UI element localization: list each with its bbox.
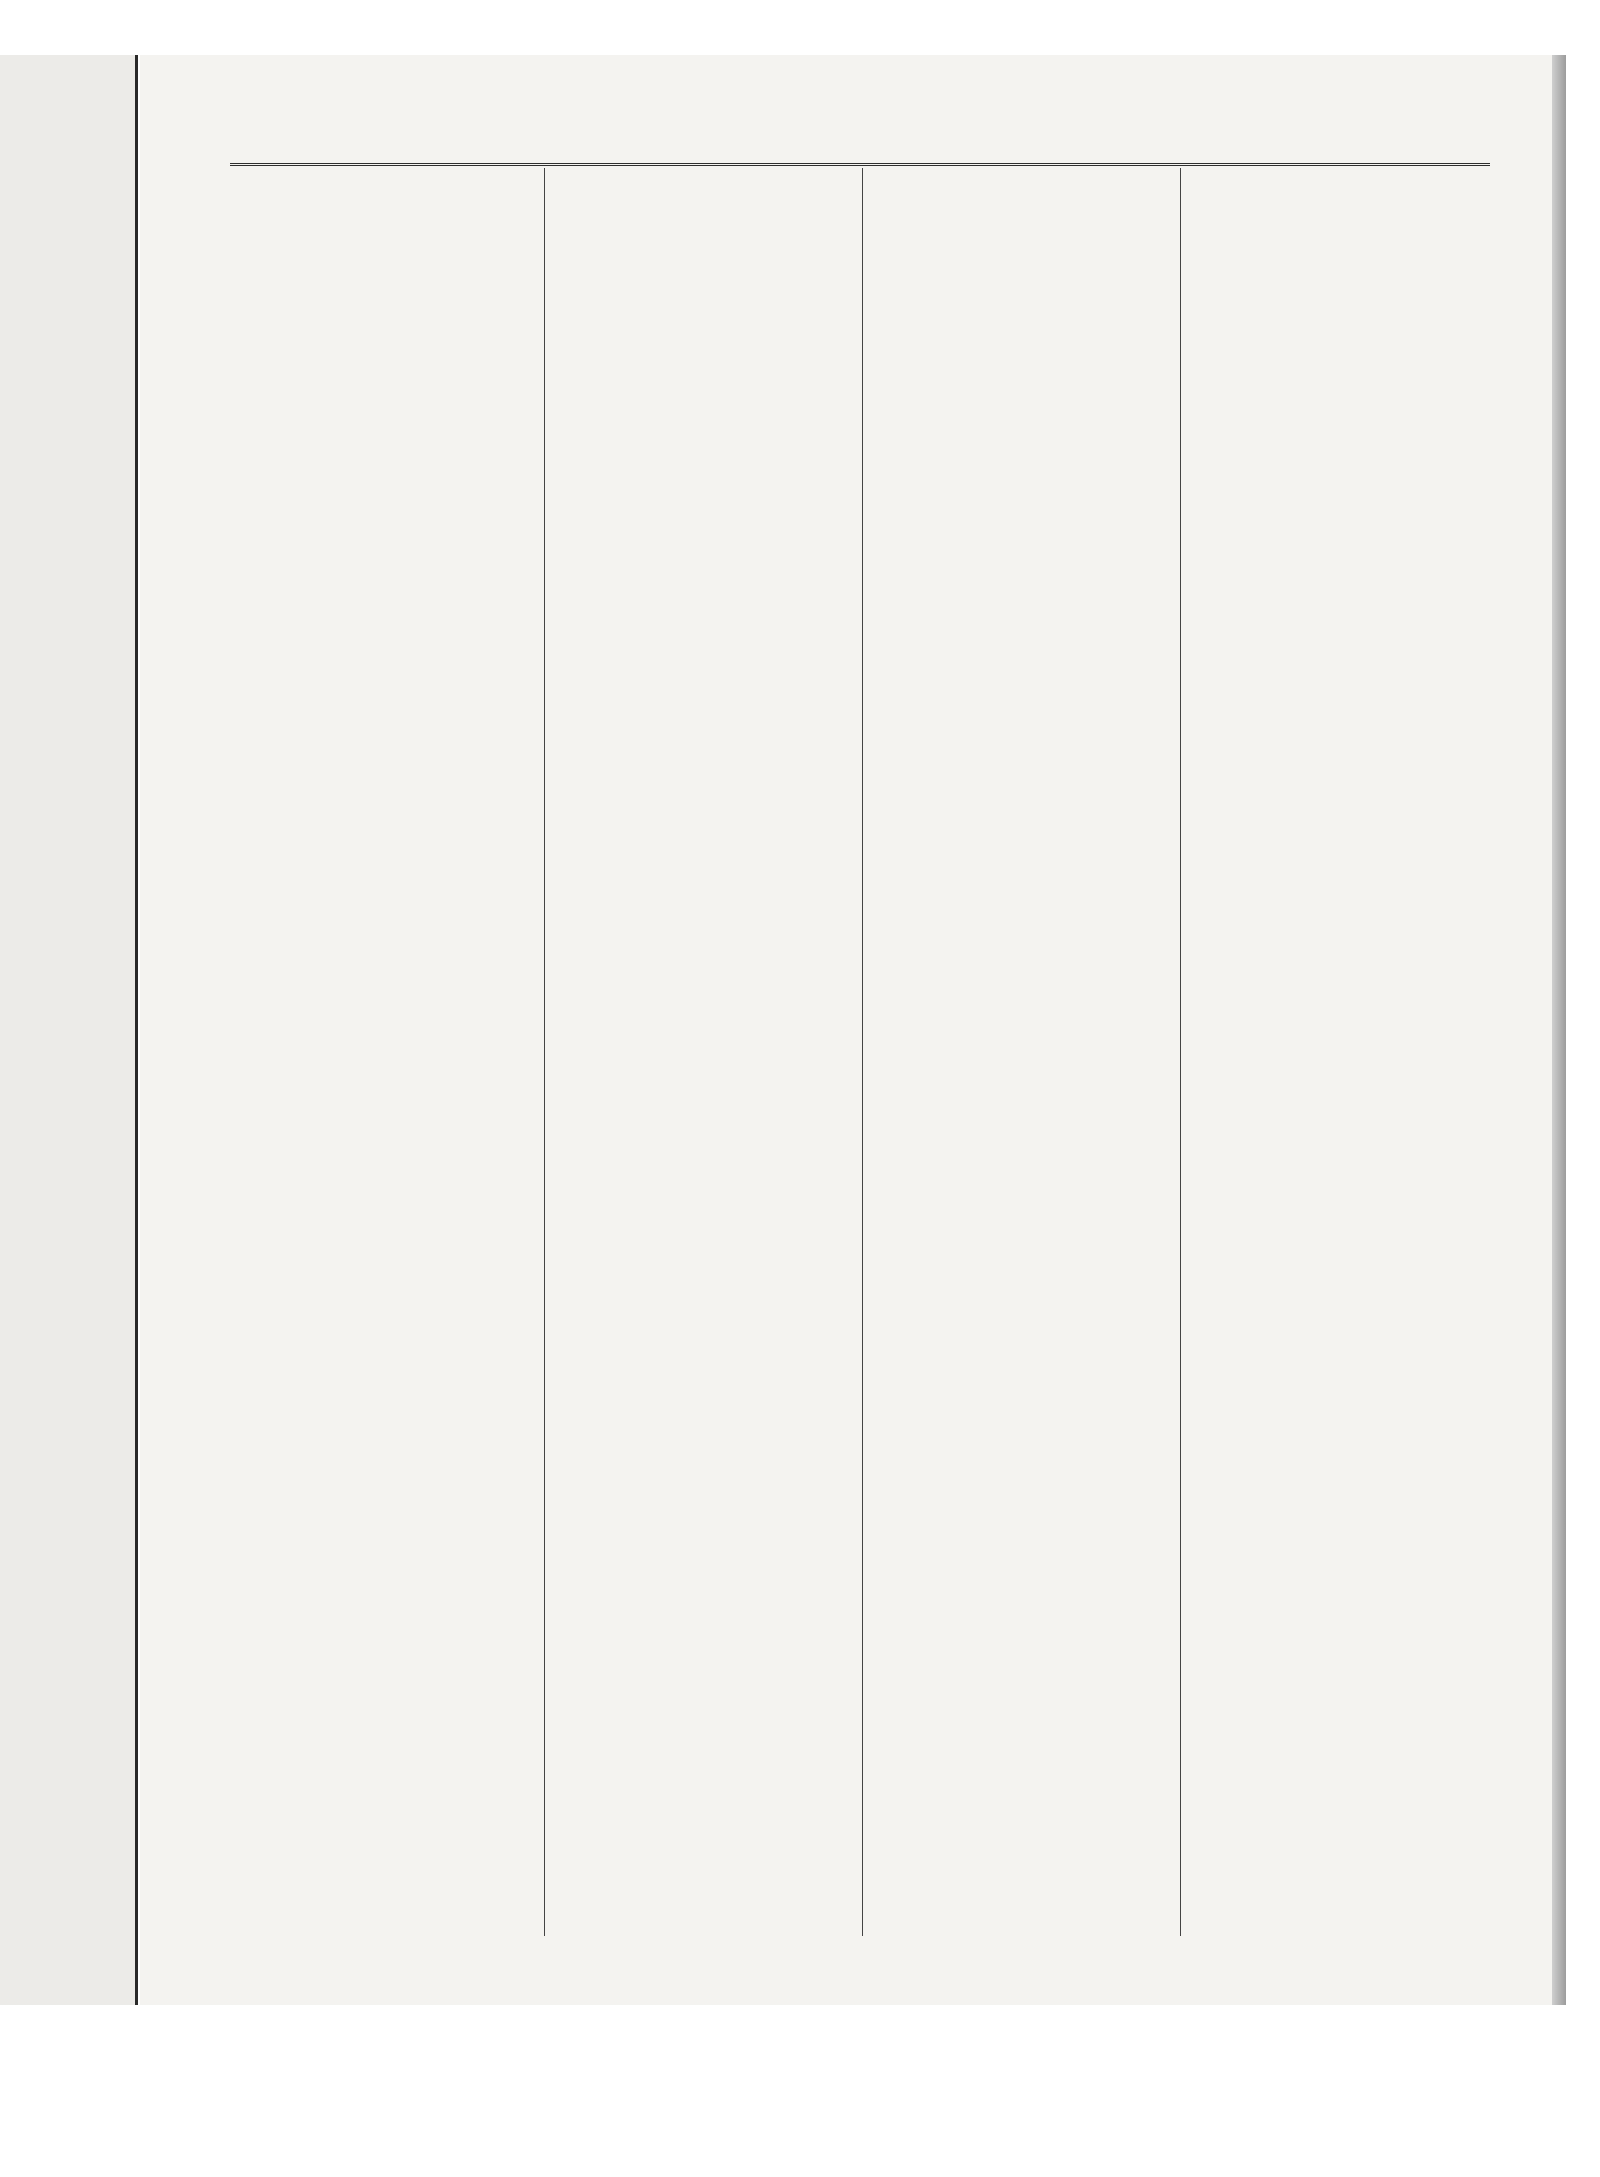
header-rule — [230, 163, 1490, 166]
column-separator-3 — [1180, 168, 1181, 1936]
index-page — [140, 55, 1552, 2005]
column-separator-2 — [862, 168, 863, 1936]
page-edge-shadow — [1552, 55, 1566, 2005]
previous-page-strip — [0, 55, 138, 2005]
column-separator-1 — [544, 168, 545, 1936]
